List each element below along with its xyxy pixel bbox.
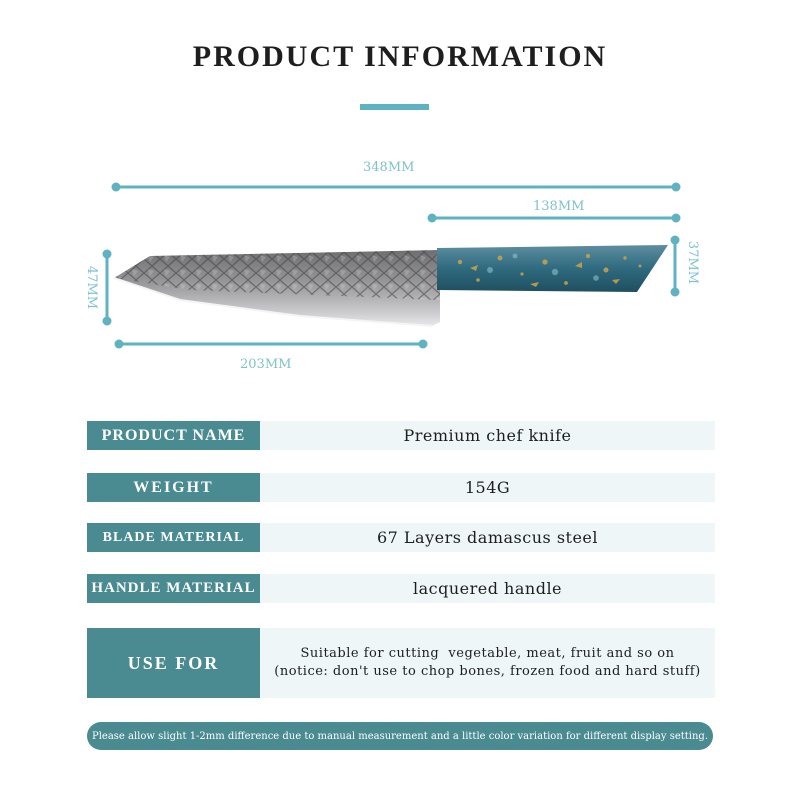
spec-value: 154G	[260, 473, 715, 502]
dimension-line-total	[112, 183, 681, 192]
dimension-line-handle-height	[671, 236, 680, 297]
spec-value: lacquered handle	[260, 574, 715, 603]
disclaimer-note: Please allow slight 1-2mm difference due to manual measurement and a little color variation for different display setting.	[87, 722, 713, 750]
title-underline	[360, 104, 429, 110]
spec-row-handle-material	[87, 574, 715, 603]
spec-row-weight	[87, 473, 715, 502]
spec-label: USE FOR	[87, 628, 260, 698]
spec-label: HANDLE MATERIAL	[87, 574, 260, 603]
dimension-label-blade-height: 47MM	[84, 265, 100, 310]
spec-value	[260, 628, 715, 698]
spec-value: Premium chef knife	[260, 421, 715, 450]
spec-label: PRODUCT NAME	[87, 421, 260, 450]
knife-illustration	[0, 150, 800, 390]
page-title: PRODUCT INFORMATION	[192, 40, 608, 73]
knife-dimension-diagram	[0, 150, 800, 390]
knife-handle	[437, 245, 668, 292]
use-for-line-2: (notice: don't use to chop bones, frozen food and hard stuff)	[274, 664, 701, 679]
spec-label: BLADE MATERIAL	[87, 523, 260, 552]
dimension-label-handle: 138MM	[533, 199, 585, 214]
dimension-line-handle	[428, 214, 681, 223]
dimension-label-handle-height: 37MM	[685, 240, 701, 285]
dimension-line-blade-height	[103, 250, 112, 326]
dimension-label-total: 348MM	[363, 160, 415, 175]
spec-row-use-for	[87, 628, 715, 698]
dimension-label-blade-length: 203MM	[240, 357, 292, 372]
spec-row-product-name	[87, 421, 715, 450]
knife-blade	[114, 250, 440, 326]
dimension-line-blade-length	[115, 340, 428, 349]
spec-row-blade-material	[87, 523, 715, 552]
use-for-line-1: Suitable for cutting vegetable, meat, fruit and so on	[300, 646, 675, 661]
spec-label: WEIGHT	[87, 473, 260, 502]
spec-value: 67 Layers damascus steel	[260, 523, 715, 552]
